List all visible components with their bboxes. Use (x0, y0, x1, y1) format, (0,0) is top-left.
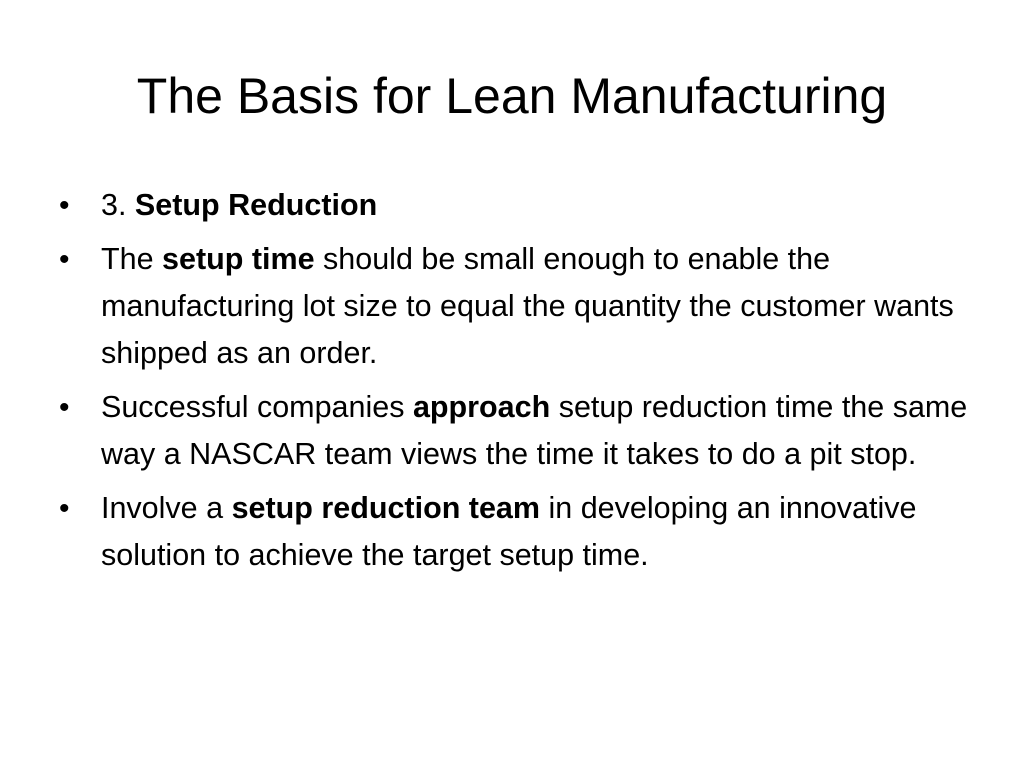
bullet-text (101, 491, 916, 572)
bullet-list (55, 182, 970, 586)
bold-text-segment: setup time (162, 242, 315, 276)
text-segment: 3. (101, 188, 135, 222)
bullet-marker: • (59, 391, 70, 424)
bullet-item (55, 485, 970, 579)
text-segment: should be small enough to enable the manufacturing lot size to equal the quantity the customer wants shipped as an order. (101, 242, 954, 370)
text-segment: in developing an innovative solution to achieve the target setup time. (101, 491, 917, 572)
bullet-text (101, 390, 967, 471)
bullet-item (55, 236, 970, 377)
slide-title: The Basis for Lean Manufacturing (136, 68, 888, 124)
bold-text-segment: Setup Reduction (134, 188, 378, 222)
bullet-marker: • (59, 189, 70, 222)
text-segment: The (101, 242, 163, 276)
bold-text-segment: approach (412, 390, 551, 424)
bullet-item (55, 384, 970, 478)
bullet-text (101, 188, 377, 222)
bold-text-segment: setup reduction team (231, 491, 541, 525)
bullet-marker: • (59, 492, 70, 525)
text-segment: Involve a (101, 491, 232, 525)
bullet-item (55, 182, 970, 229)
text-segment: Successful companies (101, 390, 413, 424)
bullet-text (101, 242, 954, 370)
text-segment: setup reduction time the same way a NASCAR team views the time it takes to do a pit stop. (101, 390, 968, 471)
bullet-marker: • (59, 243, 70, 276)
